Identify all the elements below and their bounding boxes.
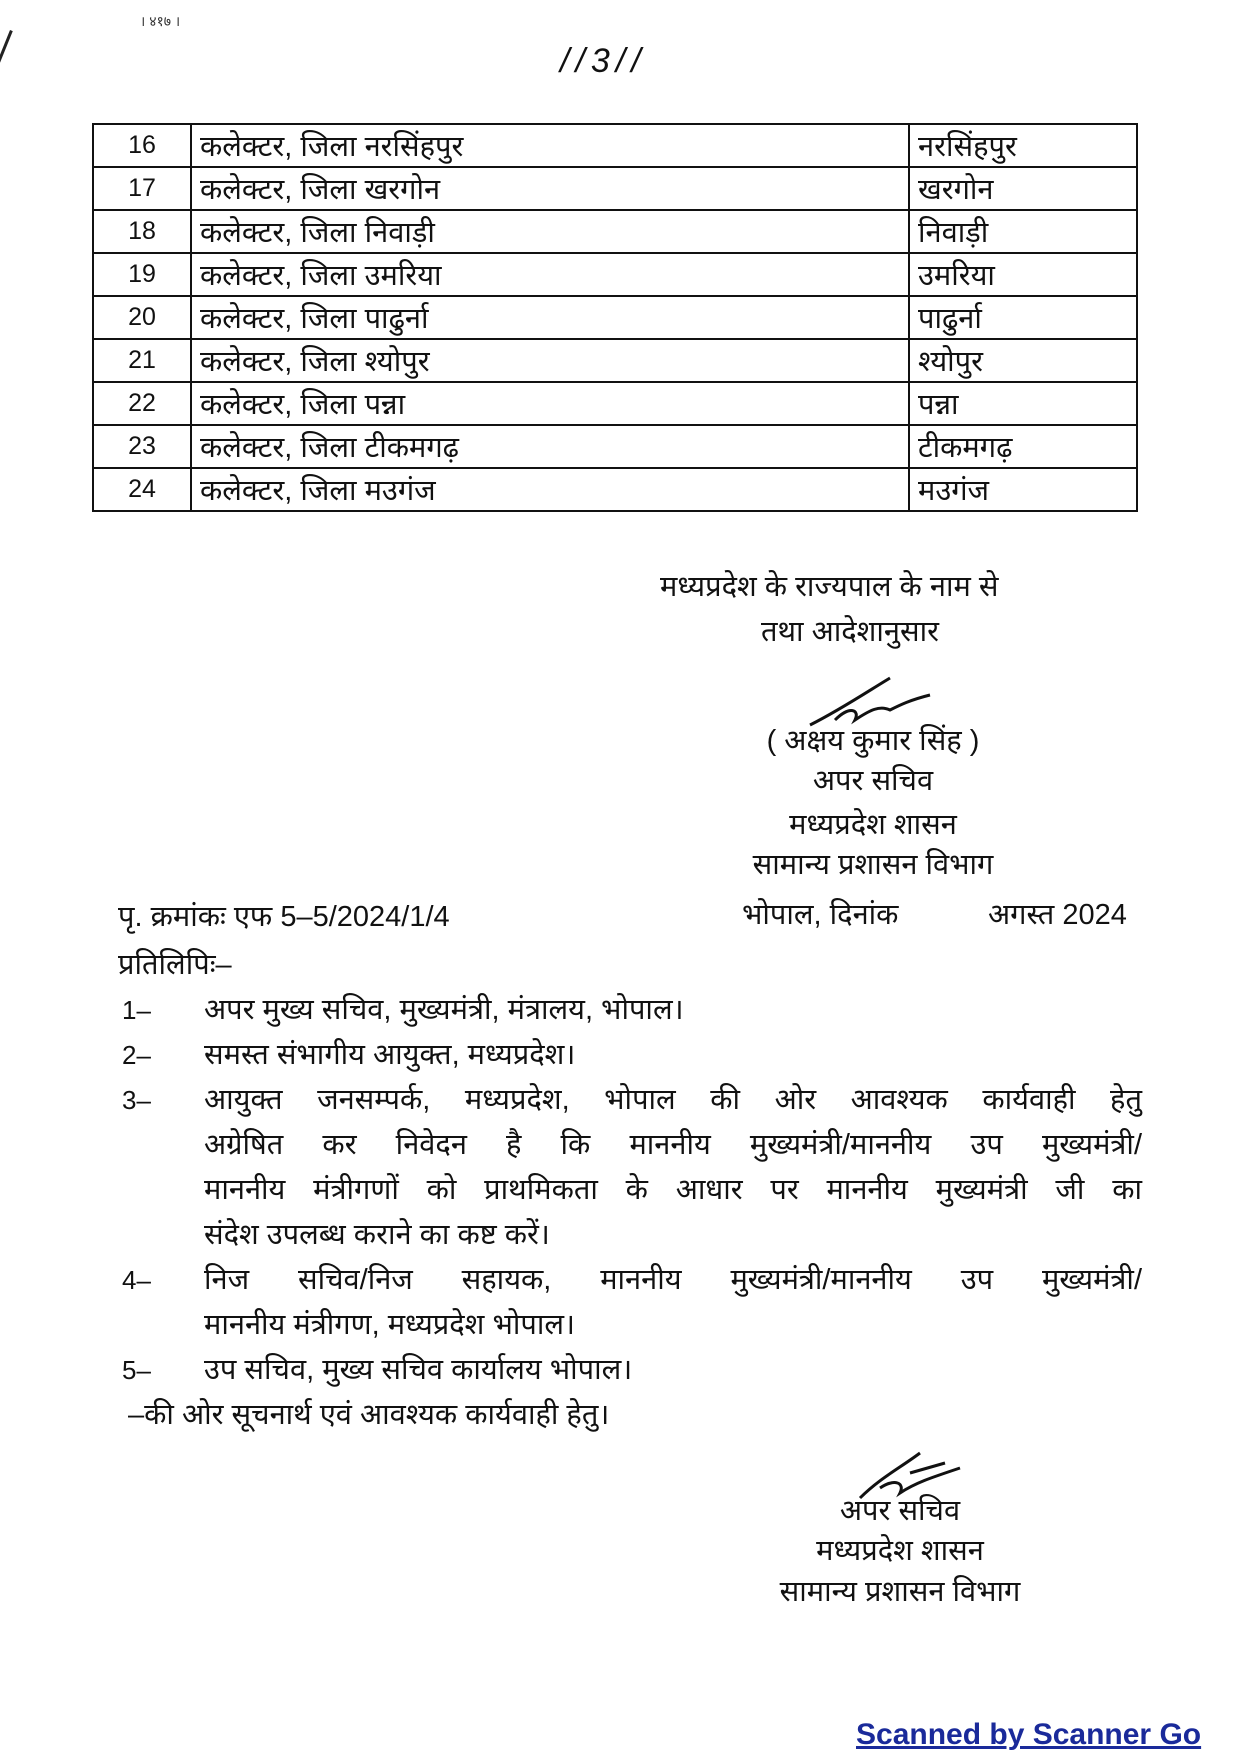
margin-pen-mark	[0, 30, 13, 161]
copy-item	[118, 988, 1142, 1033]
table-row	[93, 296, 1137, 339]
copy-item-text	[204, 1348, 1142, 1393]
district-cell: श्योपुर	[909, 339, 1137, 382]
copy-item-line: निज सचिव/निज सहायक, माननीय मुख्यमंत्री/माननीय उप मुख्यमंत्री/	[204, 1264, 1142, 1296]
row-number: 24	[93, 468, 191, 511]
order-line-1: मध्यप्रदेश के राज्यपाल के नाम से	[660, 571, 999, 603]
addressee-cell: कलेक्टर, जिला नरसिंहपुर	[191, 124, 909, 167]
copy-to-section	[118, 943, 1142, 1618]
addressee-cell: कलेक्टर, जिला मउगंज	[191, 468, 909, 511]
signatory-department: सामान्य प्रशासन विभाग	[752, 849, 994, 881]
copy-item-line: उप सचिव, मुख्य सचिव कार्यालय भोपाल।	[204, 1354, 633, 1386]
copy-item-line: अपर मुख्य सचिव, मुख्यमंत्री, मंत्रालय, भोपाल।	[204, 994, 684, 1026]
district-cell: मउगंज	[909, 468, 1137, 511]
table-row	[93, 468, 1137, 511]
copy-item	[118, 1033, 1142, 1078]
scanner-watermark: Scanned by Scanner Go	[856, 1718, 1202, 1751]
copy-item-number: 3–	[122, 1085, 151, 1115]
addressee-cell: कलेक्टर, जिला उमरिया	[191, 253, 909, 296]
copy-item-line: समस्त संभागीय आयुक्त, मध्यप्रदेश।	[204, 1039, 576, 1071]
row-number: 22	[93, 382, 191, 425]
copy-item-line: संदेश उपलब्ध कराने का कष्ट करें।	[204, 1219, 550, 1251]
table-row	[93, 382, 1137, 425]
row-number: 16	[93, 124, 191, 167]
district-cell: पाढुर्ना	[909, 296, 1137, 339]
row-number: 17	[93, 167, 191, 210]
reference-number: पृ. क्रमांकः एफ 5–5/2024/1/4	[118, 901, 450, 933]
addressee-cell: कलेक्टर, जिला श्योपुर	[191, 339, 909, 382]
page-number: //3//	[560, 42, 647, 80]
district-cell: खरगोन	[909, 167, 1137, 210]
district-cell: टीकमगढ़	[909, 425, 1137, 468]
copy-to-heading: प्रतिलिपिः–	[118, 949, 232, 981]
footer-signature-block	[118, 1448, 1142, 1618]
row-number: 19	[93, 253, 191, 296]
row-number: 20	[93, 296, 191, 339]
copy-item-line: माननीय मंत्रीगण, मध्यप्रदेश भोपाल।	[204, 1309, 575, 1341]
table-row	[93, 210, 1137, 253]
copy-item-line: माननीय मंत्रीगणों को प्राथमिकता के आधार पर माननीय मुख्यमंत्री जी का	[204, 1174, 1142, 1206]
copy-item	[118, 1348, 1142, 1393]
copy-item-number: 1–	[122, 995, 151, 1025]
district-table	[92, 123, 1138, 512]
signatory-government: मध्यप्रदेश शासन	[789, 809, 957, 841]
addressee-cell: कलेक्टर, जिला निवाड़ी	[191, 210, 909, 253]
addressee-cell: कलेक्टर, जिला पन्ना	[191, 382, 909, 425]
copy-item-number: 5–	[122, 1355, 151, 1385]
addressee-cell: कलेक्टर, जिला पाढुर्ना	[191, 296, 909, 339]
table-row	[93, 425, 1137, 468]
copy-item-text	[204, 1033, 1142, 1078]
copy-item-text	[204, 1078, 1142, 1258]
table-row	[93, 124, 1137, 167]
district-cell: उमरिया	[909, 253, 1137, 296]
footer-department: सामान्य प्रशासन विभाग	[779, 1576, 1021, 1608]
district-cell: नरसिंहपुर	[909, 124, 1137, 167]
row-number: 21	[93, 339, 191, 382]
signatory-name: ( अक्षय कुमार सिंह )	[766, 725, 980, 757]
addressee-cell: कलेक्टर, जिला टीकमगढ़	[191, 425, 909, 468]
district-cell: निवाड़ी	[909, 210, 1137, 253]
place-date: भोपाल, दिनांक	[742, 899, 899, 931]
row-number: 18	[93, 210, 191, 253]
signatory-designation: अपर सचिव	[812, 765, 934, 797]
copy-item	[118, 1258, 1142, 1348]
district-cell: पन्ना	[909, 382, 1137, 425]
addressee-cell: कलेक्टर, जिला खरगोन	[191, 167, 909, 210]
footer-government: मध्यप्रदेश शासन	[816, 1535, 984, 1567]
copy-item-number: 4–	[122, 1265, 151, 1295]
copy-item	[118, 1078, 1142, 1258]
table-row	[93, 253, 1137, 296]
footer-designation: अपर सचिव	[839, 1495, 961, 1527]
top-mark: । ४१७ ।	[140, 13, 181, 29]
table-row	[93, 339, 1137, 382]
copy-to-list	[118, 988, 1142, 1393]
copy-item-line: आयुक्त जनसम्पर्क, मध्यप्रदेश, भोपाल की ओर आवश्यक कार्यवाही हेतु	[204, 1084, 1142, 1116]
copy-to-closing: –की ओर सूचनार्थ एवं आवश्यक कार्यवाही हेतु।	[128, 1399, 610, 1431]
row-number: 23	[93, 425, 191, 468]
copy-item-text	[204, 988, 1142, 1033]
copy-item-text	[204, 1258, 1142, 1348]
order-line-2: तथा आदेशानुसार	[761, 616, 939, 648]
month-year: अगस्त 2024	[988, 899, 1127, 931]
table-row	[93, 167, 1137, 210]
copy-item-number: 2–	[122, 1040, 151, 1070]
copy-item-line: अग्रेषित कर निवेदन है कि माननीय मुख्यमंत्री/माननीय उप मुख्यमंत्री/	[204, 1129, 1142, 1161]
